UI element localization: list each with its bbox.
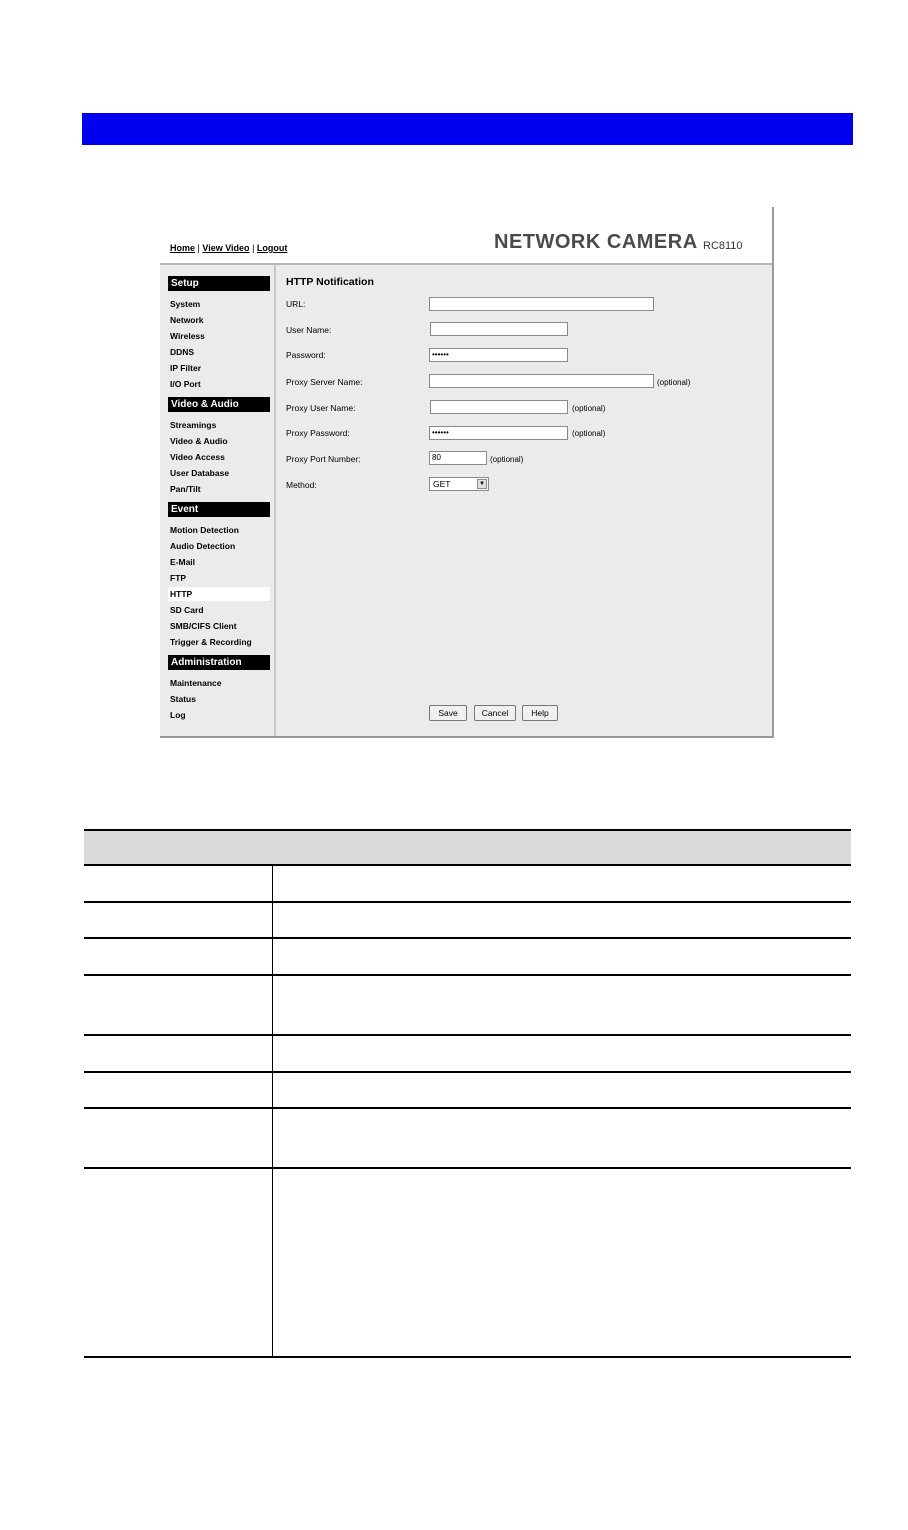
view-video-link[interactable]: View Video [202, 243, 250, 253]
password-label: Password: [286, 350, 326, 360]
form-title: HTTP Notification [286, 276, 374, 288]
method-label: Method: [286, 480, 317, 490]
method-select[interactable] [429, 477, 489, 491]
proxy-port-label: Proxy Port Number: [286, 454, 361, 464]
user-name-label: User Name: [286, 325, 332, 335]
sidebar-item-network[interactable]: Network [170, 315, 204, 325]
proxy-server-optional: (optional) [657, 378, 691, 387]
link-separator: | [249, 243, 257, 253]
table-row [84, 1109, 851, 1169]
logout-link[interactable]: Logout [256, 243, 288, 253]
url-label: URL: [286, 299, 306, 309]
section-video-audio: Video & Audio [168, 397, 270, 412]
sidebar [160, 265, 276, 736]
sidebar-item-trigger-recording[interactable]: Trigger & Recording [170, 637, 252, 647]
chevron-down-icon[interactable]: ▼ [477, 479, 487, 489]
sidebar-item-ftp[interactable]: FTP [170, 573, 187, 583]
sidebar-item-email[interactable]: E-Mail [170, 557, 196, 567]
proxy-password-label: Proxy Password: [286, 428, 350, 438]
sidebar-item-log[interactable]: Log [170, 710, 186, 720]
sidebar-item-io-port[interactable]: I/O Port [170, 379, 201, 389]
proxy-port-input[interactable]: 80 [429, 451, 487, 465]
table-row [84, 939, 851, 976]
section-setup: Setup [168, 276, 270, 291]
proxy-password-input[interactable]: •••••• [429, 426, 568, 440]
sidebar-item-ip-filter[interactable]: IP Filter [170, 363, 202, 373]
section-event: Event [168, 502, 270, 517]
sidebar-item-audio-detection[interactable]: Audio Detection [170, 541, 236, 551]
section-administration: Administration [168, 655, 270, 670]
sidebar-item-wireless[interactable]: Wireless [170, 331, 205, 341]
user-name-input[interactable] [430, 322, 568, 336]
home-link[interactable]: Home [170, 243, 196, 253]
sidebar-item-video-access[interactable]: Video Access [170, 452, 225, 462]
brand-title: NETWORK CAMERA [494, 231, 698, 253]
proxy-server-label: Proxy Server Name: [286, 377, 363, 387]
table-row [84, 1169, 851, 1358]
table-row [84, 866, 851, 903]
sidebar-item-streamings[interactable]: Streamings [170, 420, 217, 430]
sidebar-item-pan-tilt[interactable]: Pan/Tilt [170, 484, 201, 494]
camera-config-screenshot [160, 207, 774, 738]
link-separator: | [195, 243, 203, 253]
password-input[interactable]: •••••• [429, 348, 568, 362]
proxy-user-label: Proxy User Name: [286, 403, 356, 413]
sidebar-item-system[interactable]: System [170, 299, 201, 309]
proxy-server-input[interactable] [429, 374, 654, 388]
sidebar-item-maintenance[interactable]: Maintenance [170, 678, 222, 688]
proxy-user-optional: (optional) [572, 404, 606, 413]
sidebar-item-motion-detection[interactable]: Motion Detection [170, 525, 239, 535]
sidebar-item-user-database[interactable]: User Database [170, 468, 230, 478]
table-row [84, 1073, 851, 1109]
sidebar-item-video-audio[interactable]: Video & Audio [170, 436, 228, 446]
proxy-port-optional: (optional) [490, 455, 524, 464]
sidebar-item-smb-cifs-client[interactable]: SMB/CIFS Client [170, 621, 237, 631]
method-value: GET [433, 479, 451, 489]
save-button[interactable]: Save [429, 705, 467, 721]
sidebar-item-http[interactable]: HTTP [168, 587, 270, 601]
sidebar-item-status[interactable]: Status [170, 694, 196, 704]
table-header [84, 829, 851, 866]
camera-header [160, 207, 772, 265]
chapter-header-bar [82, 113, 853, 145]
table-row [84, 976, 851, 1036]
sidebar-item-ddns[interactable]: DDNS [170, 347, 195, 357]
table-row [84, 1036, 851, 1073]
top-nav-links [170, 243, 287, 253]
table-row [84, 903, 851, 939]
url-input[interactable] [429, 297, 654, 311]
proxy-password-optional: (optional) [572, 429, 606, 438]
proxy-user-input[interactable] [430, 400, 568, 414]
model-label: RC8110 [703, 240, 743, 252]
help-button[interactable]: Help [522, 705, 558, 721]
cancel-button[interactable]: Cancel [474, 705, 516, 721]
sidebar-item-sd-card[interactable]: SD Card [170, 605, 204, 615]
